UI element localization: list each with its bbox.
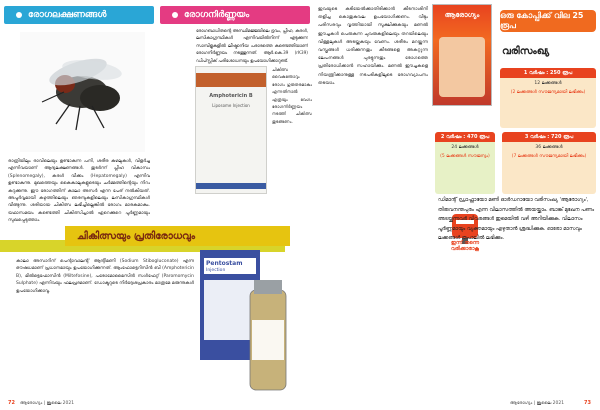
- vial-name: Pentostam: [206, 260, 243, 267]
- plan-1-bonus: (2 ലക്കങ്ങൾ സൗജന്യമായി ലഭിക്കും): [510, 90, 586, 95]
- box-label-type: Liposome Injection: [212, 103, 250, 108]
- diagnosis-text: രോഗബാധിതന്റെ അസ്ഥിമജ്ജയിലെ ദ്രവം, പ്ലീഹ, കരൾ, ലസികാഗ്രന്ഥികൾ എന്നിവയിൽനിന്ന് എടുക്കുന്ന സാമ്പിളുകളിൽ ലീഷ്മാനിയ പരാദത്തെ കണ്ടെത്തിയാണ് രോഗനിർണ്ണയം നടത്തുന്നത്. ആർ.കെ.39 (rK39) ഡിപ്സ്റ്റിക് പരിശോധനയും ഉപയോഗിക്കാറുണ്ട്.: [196, 29, 308, 64]
- prevention-text: ഇവയുടെ കടിയേൽക്കാതിരിക്കാൻ കീടനാശിനി തളിച്ച കൊതുകുവല ഉപയോഗിക്കണം. വീടും പരിസരവും വൃത്തിയായി സൂക്ഷിക്കുകയും മണൽ ഈച്ചകൾ പെരുകുന്ന ചുവരുകളിലെയും തറയിലെയും വിള്ളലുകൾ അടയ്ക്കുകയും വേണം. ശരീരം മറയ്ക്കുന്ന വസ്ത്രങ്ങൾ ധരിക്കുന്നതും കീടങ്ങളെ അകറ്റുന്ന ലേപനങ്ങൾ പുരട്ടുന്നതും രോഗത്തെ പ്രതിരോധിക്കാൻ സഹായിക്കും. മണൽ ഈച്ചകളെ നിയന്ത്രിക്കാനുള്ള നടപടികളിലൂടെ രോഗവ്യാപനം തടയാം.: [318, 7, 428, 86]
- plan-1-issues: 12 ലക്കങ്ങൾ: [534, 81, 562, 86]
- contact-text: ഡിമാന്റ് ഡ്രാഫ്റ്റായോ മണി ഓർഡറായോ വരിസംഖ്യ 'ആരോഗ്യം', തിരുവനന്തപുരം എന്ന വിലാസത്തിൽ അയയ്ക്കാം. ബാങ്ക് മുഖേന പണം അടയ്ക്കുന്നവർ വിവരങ്ങൾ ഇമെയിൽ വഴി അറിയിക്കുക. വിലാസം പൂർണ്ണമായും വ്യക്തമായും എഴുതാൻ ശ്രദ്ധിക്കുക. ഓരോ മാസവും ലക്കങ്ങൾ തപാലിൽ ലഭിക്കും.: [438, 197, 595, 242]
- right-page-number: 73: [584, 400, 591, 406]
- plan-2-issues: 24 ലക്കങ്ങൾ: [451, 145, 479, 150]
- cover-title: ആരോഗ്യം: [444, 11, 480, 19]
- plan-1-title: 1 വർഷം : 250 രൂപ: [500, 68, 596, 78]
- box-stripe-bottom: [196, 183, 266, 189]
- plan-3-title: 3 വർഷം : 720 രൂപ: [502, 132, 596, 142]
- subscription-heading: വരിസംഖ്യ: [502, 46, 550, 57]
- plan-1-year: [500, 68, 596, 128]
- contact-label: ഇന്ന് തന്നെ വരിക്കാരാകൂ: [450, 240, 480, 252]
- symptoms-text: രാത്രിയിലും രാവിലെയും ഉണ്ടാകുന്ന പനി, ശരീര കുഴലുകൾ, വിളർച്ച എന്നിവയാണ് ആദ്യലക്ഷണങ്ങൾ. തുടർന്ന് പ്ലീഹ വികാസം (Splenomegaly), കരൾ വീക്കം (Hepatomegaly) എന്നിവ ഉണ്ടാകുന്നു. മുഖത്തെയും കൈകാലുകളുടെയും ചർമ്മത്തിന്റെയും നിറം കറുക്കുന്നു. ഈ രോഗത്തിന് കാലാ അസർ എന്ന പേര് നൽകിയത്. അപൂർവ്വമായി കഴുത്തിലെയും ഞരമ്പുകളിലെയും ലസികാഗ്രന്ഥികൾ വീങ്ങുന്നു. ശരിയായ ചികിത്സ ലഭിച്ചില്ലെങ്കിൽ രോഗം മാരകമാകും. യഥാസമയം കണ്ടെത്തി ചികിത്സിച്ചാൽ ഏറെക്കുറെ പൂർണ്ണമായും സുഖപ്പെടുത്താം.: [8, 159, 150, 224]
- diagnosis-header: രോഗനിർണ്ണയം: [160, 6, 310, 24]
- plan-3-year: [502, 132, 596, 194]
- magazine-cover-image: [432, 4, 492, 106]
- symptoms-header: രോഗലക്ഷണങ്ങൾ: [4, 6, 154, 24]
- plan-3-bonus: (7 ലക്കങ്ങൾ സൗജന്യമായി ലഭിക്കും): [511, 154, 587, 159]
- box-label-name: Amphotericin B: [209, 93, 253, 99]
- plan-3-issues: 36 ലക്കങ്ങൾ: [535, 145, 563, 150]
- treatment-title: ചികിത്സയും പ്രതിരോധവും: [65, 226, 290, 246]
- left-page-number: 72: [8, 400, 15, 406]
- treatment-text: കാലാ അസാറിന് പെന്റാവാലന്റ് ആന്റിമണി (Sodium Stibogluconate) എന്ന ഔഷധമാണ് പ്രധാനമായും ഉപയോഗിക്കുന്നത്. ആംഫോട്ടെറിസിൻ ബി (Amphotericin B), മിൽട്ടെഫോസിൻ (Miltefosine), പരോമോമൈസിൻ സൾഫേറ്റ് (Paromomycin Sulphate) എന്നിവയും ഫലപ്രദമാണ്. ഡോക്ടറുടെ നിർദ്ദേശപ്രകാരം മാത്രമേ മരുന്നുകൾ ഉപയോഗിക്കാവൂ.: [16, 259, 194, 294]
- plan-2-title: 2 വർഷം : 470 രൂപ: [435, 132, 495, 142]
- box-stripe: [196, 73, 266, 87]
- medicine-box-image: [195, 66, 267, 194]
- cover-photo: [439, 37, 485, 97]
- price-badge: ഒരു കോപ്പിക്ക് വില 25 രൂപ: [500, 10, 596, 32]
- sandfly-image: [20, 32, 145, 152]
- left-footer: ആരോഗ്യം | ജൂലൈ 2021: [20, 401, 75, 406]
- right-footer: ആരോഗ്യം | ജൂലൈ 2021: [510, 401, 565, 406]
- diagnosis-text-2: ചികിത്സ വൈകുന്തോറും രോഗം ഗുരുതരമാകും എന്നതിനാൽ എത്രയും വേഗം രോഗനിർണ്ണയം നടത്തി ചികിത്സ തുടങ്ങണം.: [272, 67, 312, 124]
- vial-type: Injection: [206, 268, 226, 273]
- plan-2-year: [435, 132, 495, 194]
- plan-2-bonus: (5 ലക്കങ്ങൾ സൗജന്യം): [440, 154, 490, 159]
